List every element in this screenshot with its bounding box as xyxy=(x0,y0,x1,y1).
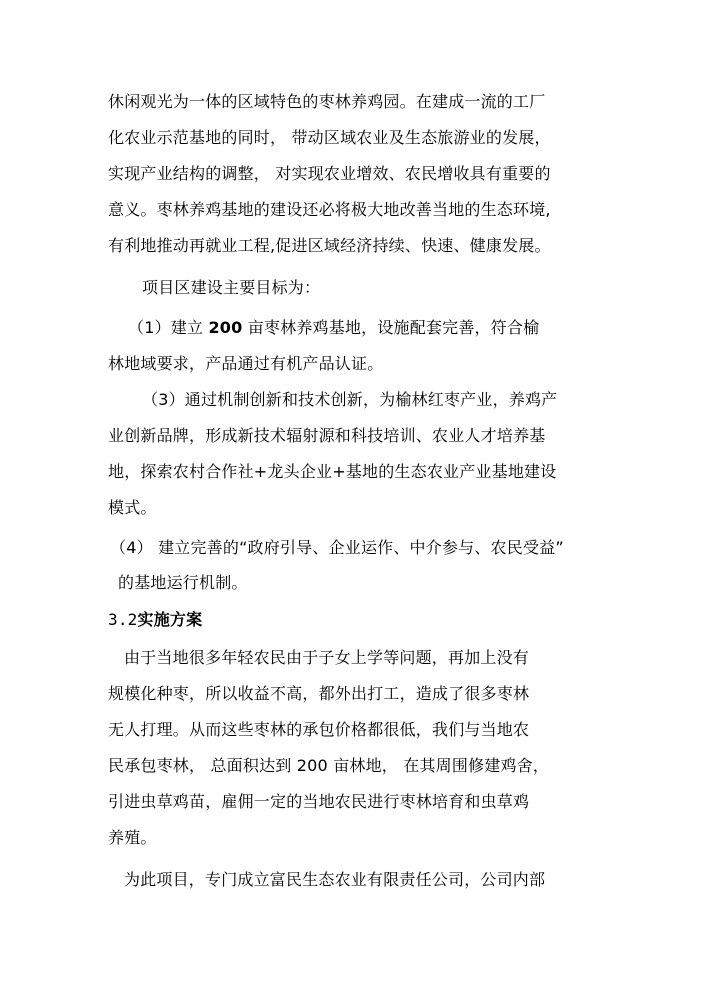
goal1-line1-rest: 亩枣林养鸡基地，设施配套完善，符合榆 xyxy=(242,318,540,337)
goal1-prefix: （1）建立 xyxy=(128,318,209,337)
paragraph1-line-3: 实现产业结构的调整， 对实现农业增效、农民增收具有重要的 xyxy=(108,164,551,183)
paragraph2-line-3: 无人打理。从而这些枣林的承包价格都很低，我们与当地农 xyxy=(108,720,530,739)
paragraph1-line-5: 有利地推动再就业工程,促进区域经济持续、快速、健康发展。 xyxy=(108,236,551,255)
paragraph2-line-4: 民承包枣林， 总面积达到 200 亩林地， 在其周围修建鸡舍， xyxy=(108,756,550,775)
goal1-line-1 xyxy=(128,318,539,338)
section-number: 3.2 xyxy=(108,610,138,629)
paragraph2-line-1: 由于当地很多年轻农民由于子女上学等问题，再加上没有 xyxy=(124,648,530,667)
paragraph1-line-4: 意义。枣林养鸡基地的建设还必将极大地改善当地的生态环境, xyxy=(108,200,551,219)
goal3-line-1: （3）通过机制创新和技术创新，为榆林红枣产业，养鸡产 xyxy=(142,390,558,409)
goals-intro: 项目区建设主要目标为： xyxy=(142,278,321,297)
paragraph2-line-6: 养殖。 xyxy=(108,828,157,847)
goal4-line-1: （4） 建立完善的“政府引导、企业运作、中介参与、农民受益” xyxy=(110,538,564,557)
paragraph2-line-2: 规模化种枣，所以收益不高，都外出打工，造成了很多枣林 xyxy=(108,684,530,703)
goal3-line-4: 模式。 xyxy=(108,498,157,517)
goal4-line-2: 的基地运行机制。 xyxy=(118,573,248,592)
goal1-number: 200 xyxy=(208,318,243,337)
goal1-line-2: 林地域要求，产品通过有机产品认证。 xyxy=(108,354,384,373)
paragraph1-line-2: 化农业示范基地的同时， 带动区域农业及生态旅游业的发展， xyxy=(108,128,551,147)
section-heading xyxy=(108,610,202,630)
section-title: 实施方案 xyxy=(137,610,203,629)
paragraph3-line-1: 为此项目，专门成立富民生态农业有限责任公司，公司内部 xyxy=(124,870,546,889)
goal3-line-2: 业创新品牌，形成新技术辐射源和科技培训、农业人才培养基 xyxy=(108,426,546,445)
paragraph1-line-1: 休闲观光为一体的区域特色的枣林养鸡园。在建成一流的工厂 xyxy=(108,92,546,111)
goal3-line-3: 地，探索农村合作社+龙头企业+基地的生态农业产业基地建设 xyxy=(108,462,557,481)
paragraph2-line-5: 引进虫草鸡苗，雇佣一定的当地农民进行枣林培育和虫草鸡 xyxy=(108,792,530,811)
